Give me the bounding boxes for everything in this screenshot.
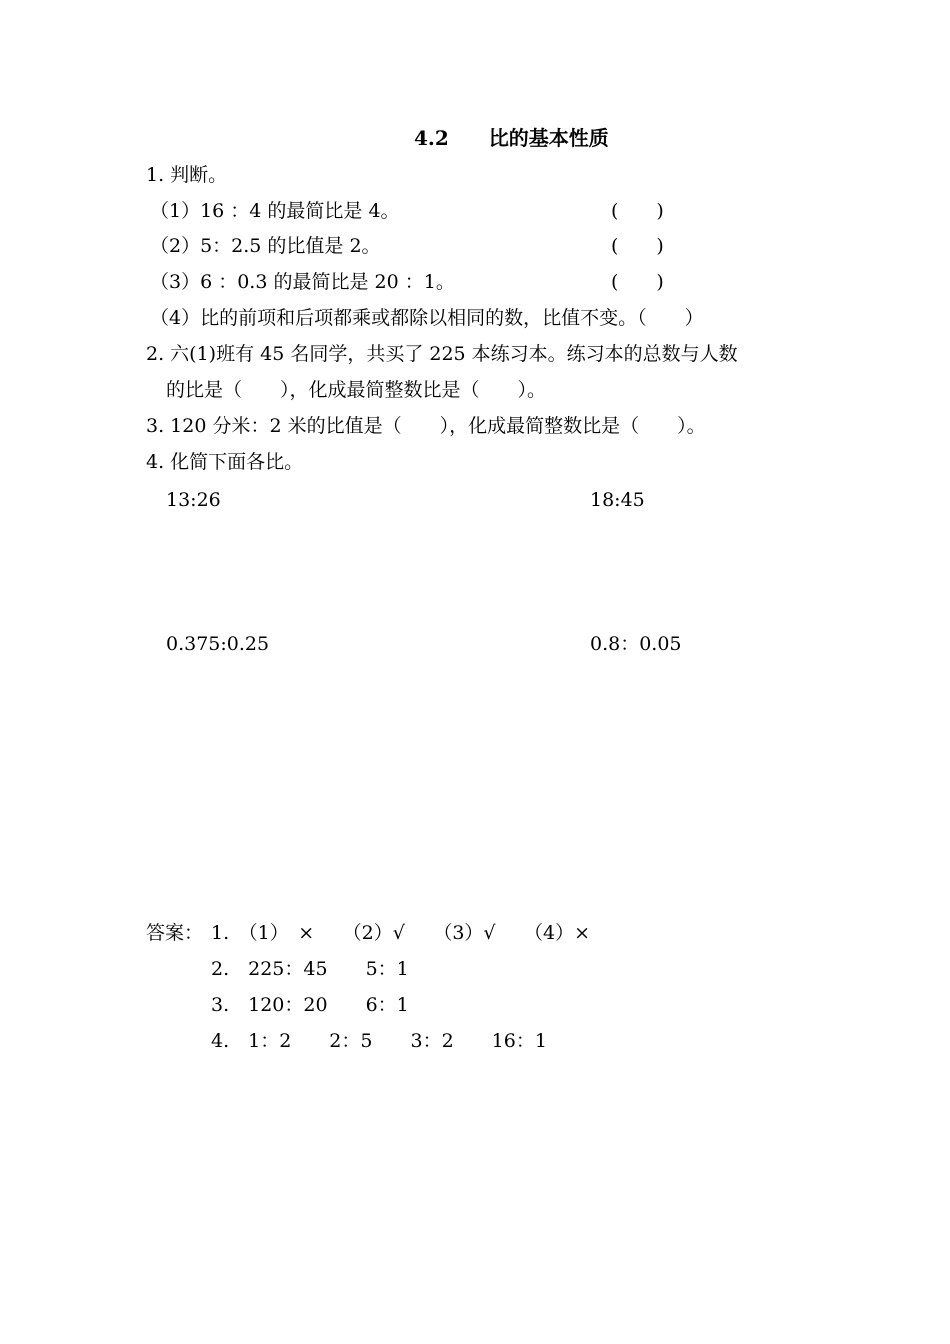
answer-line-2: 2. 225：45 5：1 — [211, 958, 409, 980]
q1-item-2: （2）5：2.5 的比值是 2。 — [150, 235, 381, 257]
answers-label: 答案： — [146, 922, 204, 944]
q4-ratio-1: 13:26 — [166, 489, 221, 511]
q1-item-1-blank: ( ) — [611, 200, 664, 222]
title-number: 4.2 — [414, 126, 449, 150]
q1-item-1: （1）16 ：4 的最简比是 4。 — [150, 200, 400, 222]
page-title — [414, 126, 609, 150]
q3-text: 3. 120 分米：2 米的比值是（ ），化成最简整数比是（ ）。 — [146, 415, 706, 437]
answer-line-3: 3. 120：20 6：1 — [211, 994, 409, 1016]
answer-line-4: 4. 1：2 2：5 3：2 16：1 — [211, 1030, 547, 1052]
q1-item-2-blank: ( ) — [611, 235, 664, 257]
q4-ratio-4: 0.8：0.05 — [590, 633, 682, 655]
answer-line-1: 1. （1） × （2）√ （3）√ （4）× — [211, 922, 591, 944]
q1-item-3-blank: ( ) — [611, 271, 664, 293]
q1-item-4: （4）比的前项和后项都乘或都除以相同的数，比值不变。（ ） — [150, 307, 704, 329]
q2-line-1: 2. 六(1)班有 45 名同学，共买了 225 本练习本。练习本的总数与人数 — [146, 343, 738, 365]
title-text: 比的基本性质 — [488, 126, 609, 150]
q1-item-3: （3）6 ：0.3 的最简比是 20 ：1。 — [150, 271, 455, 293]
q1-heading: 1. 判断。 — [146, 164, 228, 186]
q4-heading: 4. 化简下面各比。 — [146, 451, 304, 473]
q4-ratio-3: 0.375:0.25 — [166, 633, 270, 655]
q2-line-2: 的比是（ ），化成最简整数比是（ ）。 — [166, 379, 547, 401]
q4-ratio-2: 18:45 — [590, 489, 645, 511]
